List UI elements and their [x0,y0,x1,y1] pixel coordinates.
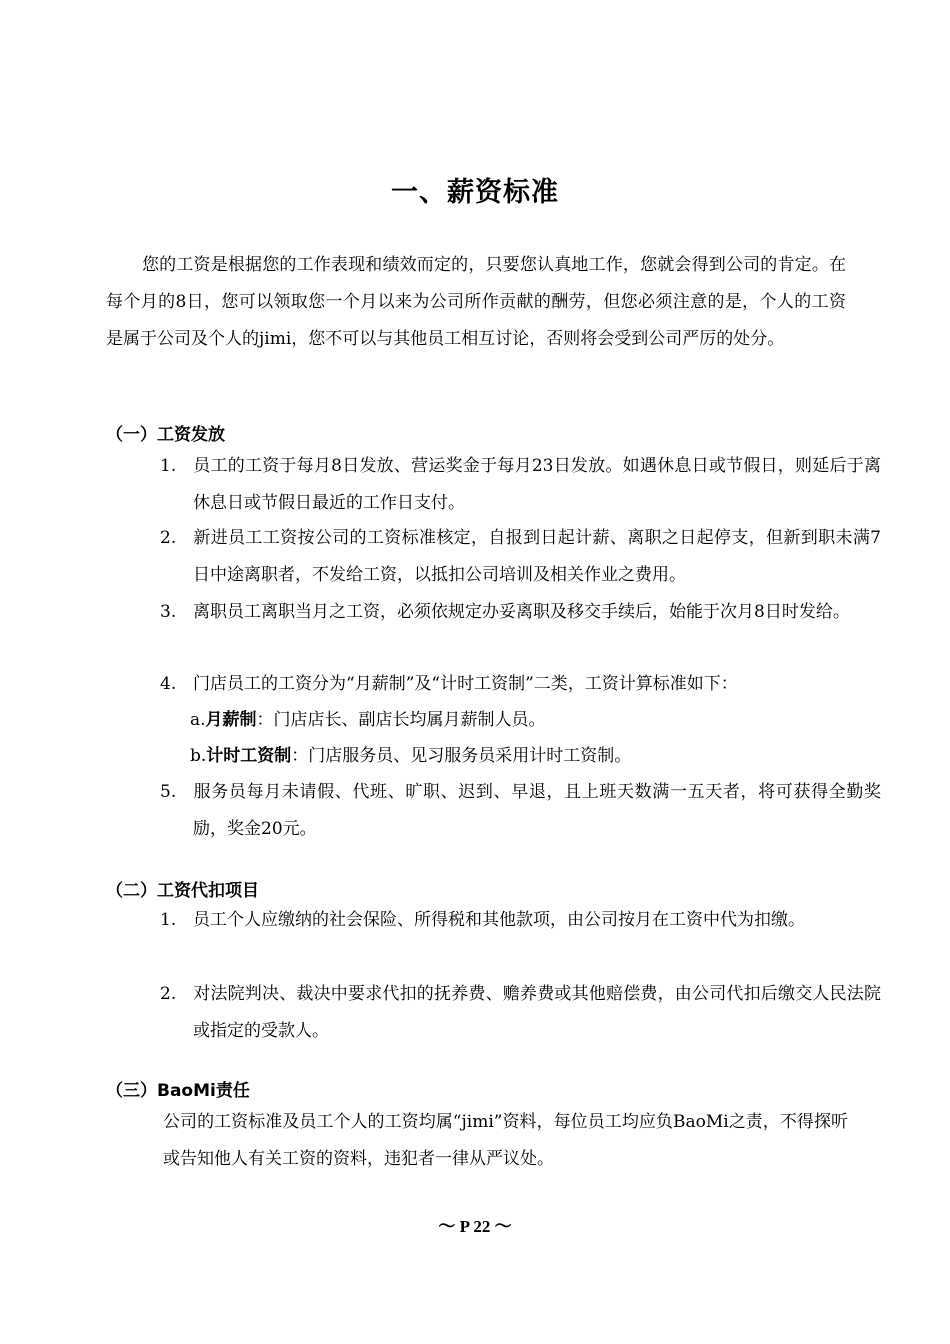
sub-item-letter: a. [190,710,206,730]
item-text: 员工的工资于每月8日发放、营运奖金于每月23日发放。如遇休息日或节假日，则延后于离休息日或节假日最近的工作日支付。 [193,456,881,513]
item-number: 3. [160,602,177,622]
list-item [160,448,881,522]
item-number: 1. [160,910,177,930]
sub-item-term: 计时工资制 [206,746,292,766]
sub-item-letter: b. [190,746,207,766]
sub-item-text: ：门店服务员、见习服务员采用计时工资制。 [291,746,632,766]
page-title: 一、薪资标准 [391,177,559,208]
item-number: 5. [160,782,177,802]
list-item [160,520,881,594]
item-text: 门店员工的工资分为“月薪制”及“计时工资制”二类，工资计算标准如下： [193,674,738,694]
section-heading-salary-payment: （一）工资发放 [106,425,225,445]
item-number: 2. [160,528,177,548]
item-number: 1. [160,456,177,476]
section-heading-salary-deductions: （二）工资代扣项目 [106,881,259,901]
page-number: ～ P 22 ～ [438,1217,512,1236]
item-text: 对法院判决、裁决中要求代扣的抚养费、赡养费或其他赔偿费，由公司代扣后缴交人民法院或指定的受款人。 [193,984,881,1041]
list-item [160,976,881,1050]
sub-list-item [190,702,840,739]
list-item [160,594,881,631]
item-number: 2. [160,984,177,1004]
item-text: 服务员每月未请假、代班、旷职、迟到、早退，且上班天数满一五天者，将可获得全勤奖励，奖金20元。 [193,782,881,839]
sub-list-item [190,738,840,775]
item-number: 4. [160,674,177,694]
sub-item-term: 月薪制 [205,710,257,730]
item-text: 离职员工离职当月之工资，必须依规定办妥离职及移交手续后，始能于次月8日时发给。 [193,602,850,622]
sub-item-text: ：门店店长、副店长均属月薪制人员。 [256,710,546,730]
confidentiality-paragraph: 公司的工资标准及员工个人的工资均属“jimi”资料，每位员工均应负BaoMi之责，不得探听或告知他人有关工资的资料，违犯者一律从严议处。 [163,1112,848,1169]
item-text: 新进员工工资按公司的工资标准核定，自报到日起计薪、离职之日起停支，但新到职未满7日中途离职者，不发给工资，以抵扣公司培训及相关作业之费用。 [193,528,881,585]
section-heading-confidentiality: （三）BaoMi责任 [106,1081,250,1101]
item-text: 员工个人应缴纳的社会保险、所得税和其他款项，由公司按月在工资中代为扣缴。 [193,910,805,930]
list-item [160,902,881,939]
list-item [160,666,881,703]
list-item [160,774,881,848]
intro-paragraph: 您的工资是根据您的工作表现和绩效而定的，只要您认真地工作，您就会得到公司的肯定。在每个月的8日，您可以领取您一个月以来为公司所作贡献的酬劳，但您必须注意的是，个人的工资是属于公司及个人的jimi，您不可以与其他员工相互讨论，否则将会受到公司严厉的处分。 [106,255,846,349]
